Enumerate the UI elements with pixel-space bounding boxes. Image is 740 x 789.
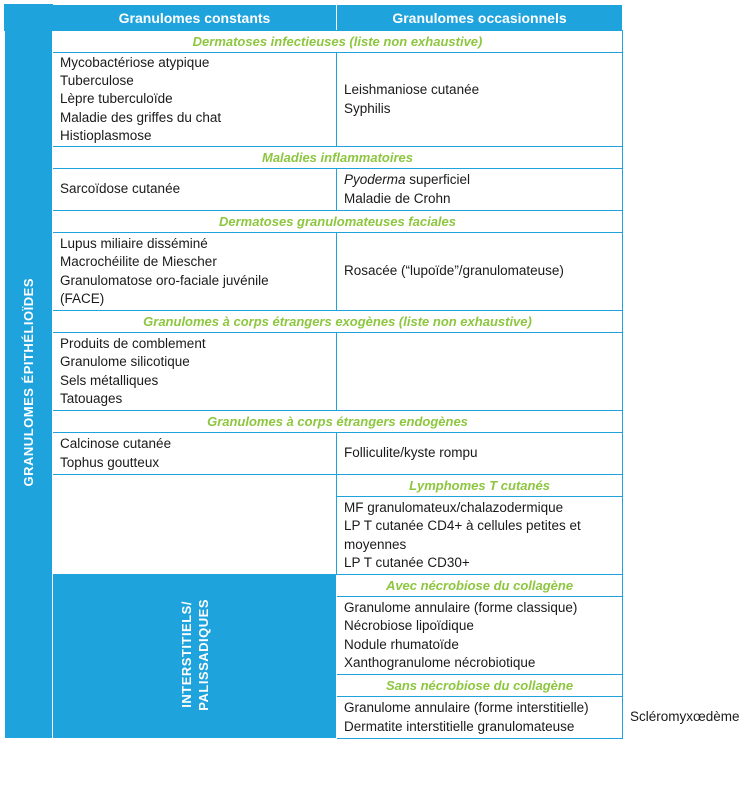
category-row-lymphoma [5,475,623,497]
list-item: Maladie de Crohn [344,190,451,206]
list-item [344,171,615,189]
header-occasional: Granulomes occasionnels [337,5,623,31]
list-item: Tuberculose [60,73,134,89]
list-item: Granulomatose oro-faciale juvénile [60,272,269,288]
occasional-cell [337,433,623,475]
list-item: Leishmaniose cutanée [344,82,480,98]
list-item: Maladie des griffes du chat [60,109,222,125]
header-row [5,5,623,31]
side-label-interstitial-text [178,599,212,711]
list-item: Nodule rhumatoïde [344,636,459,652]
table-row [5,433,623,475]
constant-cell [53,53,337,147]
constant-cell [53,433,337,475]
category-row-inflammatory [5,147,623,169]
category-row-facial [5,211,623,233]
list-item: Produits de comblement [60,336,206,352]
occasional-cell-empty [337,333,623,411]
list-item: MF granulomateux/chalazodermique [344,500,564,516]
list-item: LP T cutanée CD4+ à cellules petites et [344,518,581,534]
category-row-necrobiosis [5,575,623,597]
italic-term: Pyoderma [344,172,406,188]
constant-cell [53,233,337,311]
classification-table-container [4,4,740,785]
list-item: Nécrobiose lipoïdique [344,618,474,634]
table-row [5,233,623,311]
occasional-cell [337,53,623,147]
list-item: Tophus goutteux [60,454,160,470]
constant-cell [337,597,623,675]
category-row-endogenous [5,411,623,433]
list-item: Rosacée (“lupoïde”/granulomateuse) [344,263,564,279]
side-label-interstitial [53,575,337,739]
category-title: Avec nécrobiose du collagène [337,575,623,597]
list-item: moyennes [344,536,407,552]
list-item: Sarcoïdose cutanée [60,181,181,197]
term-rest: superficiel [405,172,471,188]
category-title: Maladies inflammatoires [53,147,623,169]
occasional-cell [337,497,623,575]
occasional-cell [337,169,623,211]
category-row-infectious [5,31,623,53]
side-label-epithelioid-text: GRANULOMES ÉPITHÉLIOÏDES [21,278,36,487]
table-row [5,333,623,411]
category-title: Granulomes à corps étrangers endogènes [53,411,623,433]
list-item: Lèpre tuberculoïde [60,91,173,107]
category-title: Granulomes à corps étrangers exogènes (liste non exhaustive) [53,311,623,333]
list-item: Calcinose cutanée [60,436,172,452]
constant-cell [337,697,623,739]
list-item: (FACE) [60,290,105,306]
side-label-line-2: PALISSADIQUES [195,598,211,711]
list-item: Tatouages [60,390,123,406]
category-row-exogenous [5,311,623,333]
side-label-epithelioid [5,31,53,739]
list-item: Granulome annulaire (forme classique) [344,600,578,616]
category-title: Dermatoses infectieuses (liste non exhaustive) [53,31,623,53]
category-title: Sans nécrobiose du collagène [337,675,623,697]
list-item: Sels métalliques [60,372,159,388]
list-item: Macrochéilite de Miescher [60,254,217,270]
list-item: Histioplasmose [60,127,152,143]
list-item: Syphilis [344,100,391,116]
granuloma-classification-table [4,4,740,739]
list-item: Folliculite/kyste rompu [344,445,478,461]
constant-cell-empty [53,475,337,575]
table-row: Granulome annulaire (forme interstitielle) Dermatite interstitielle granulomateuse Scléromyxœdème [5,697,623,739]
list-item: Granulome silicotique [60,354,190,370]
list-item: Mycobactériose atypique [60,55,210,70]
occasional-cell [337,233,623,311]
category-title: Dermatoses granulomateuses faciales [53,211,623,233]
list-item: Dermatite interstitielle granulomateuse [344,718,575,734]
side-label-line-1: INTERSTITIELS/ [178,601,194,708]
table-row [5,169,623,211]
constant-cell [53,333,337,411]
constant-cell [53,169,337,211]
header-constant: Granulomes constants [53,5,337,31]
table-row [5,53,623,147]
header-corner [5,5,53,31]
list-item: Lupus miliaire disséminé [60,236,208,252]
list-item: Granulome annulaire (forme interstitielle) [344,700,589,716]
list-item: Xanthogranulome nécrobiotique [344,654,536,670]
category-title: Lymphomes T cutanés [337,475,623,497]
list-item: LP T cutanée CD30+ [344,554,470,570]
